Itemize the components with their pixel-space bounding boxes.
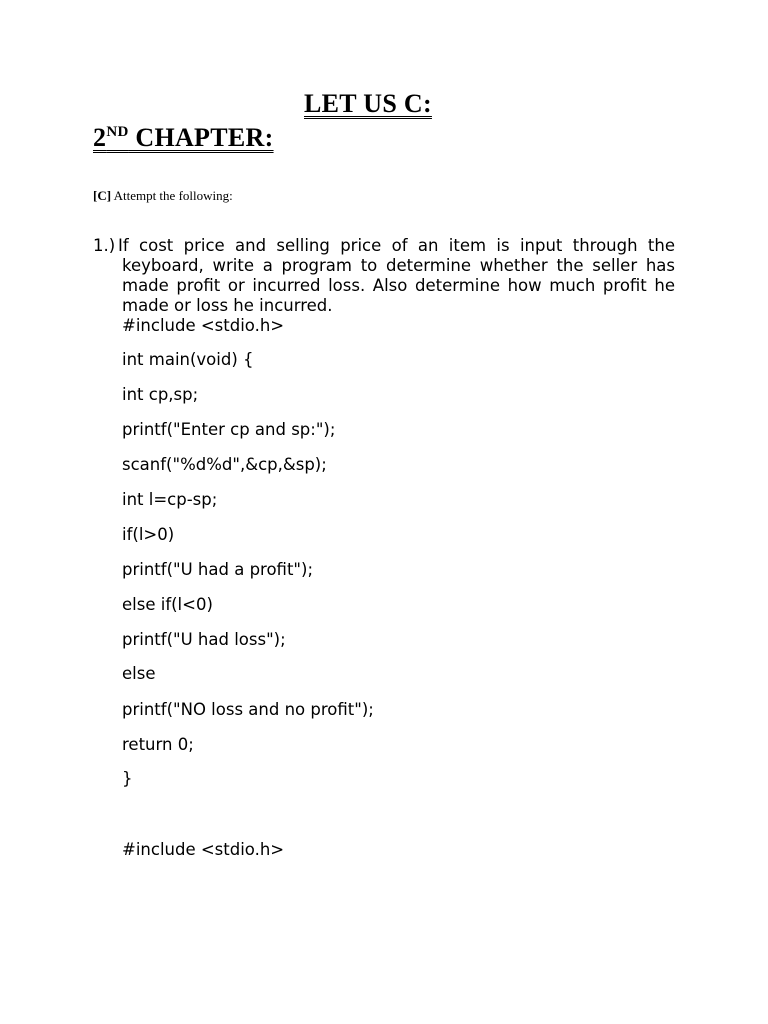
code-line: #include <stdio.h> [122, 840, 285, 859]
code-line: printf("NO loss and no profit"); [122, 700, 374, 719]
code-line: else [122, 664, 156, 683]
code-line: if(l>0) [122, 525, 175, 544]
code-line: int cp,sp; [122, 385, 199, 404]
chapter-heading [93, 122, 274, 154]
chapter-number-suffix: ND [106, 124, 129, 140]
code-line: int l=cp-sp; [122, 490, 218, 509]
chapter-number: 2 [93, 123, 107, 152]
code-line: return 0; [122, 735, 194, 754]
code-line: printf("U had loss"); [122, 630, 286, 649]
code-line: scanf("%d%d",&cp,&sp); [122, 455, 327, 474]
question-number: 1.) [93, 236, 116, 255]
instruction-line [93, 188, 233, 204]
code-block [122, 316, 374, 859]
code-line: else if(l<0) [122, 595, 213, 614]
code-line: } [122, 769, 133, 788]
code-line: printf("U had a profit"); [122, 560, 314, 579]
code-line: printf("Enter cp and sp:"); [122, 420, 336, 439]
chapter-label: CHAPTER: [128, 123, 274, 152]
code-line: int main(void) { [122, 350, 254, 369]
code-line: #include <stdio.h> [122, 316, 285, 335]
question-1 [93, 236, 675, 316]
document-title: LET US C: [304, 89, 432, 118]
instruction-text: Attempt the following: [111, 188, 233, 203]
question-text: If cost price and selling price of an item is input through the keyboard, write a program to determine whether the seller has made profit or incurred loss. Also determine how much profit he made or loss he incurred. [118, 236, 675, 315]
instruction-tag: [C] [93, 188, 112, 203]
